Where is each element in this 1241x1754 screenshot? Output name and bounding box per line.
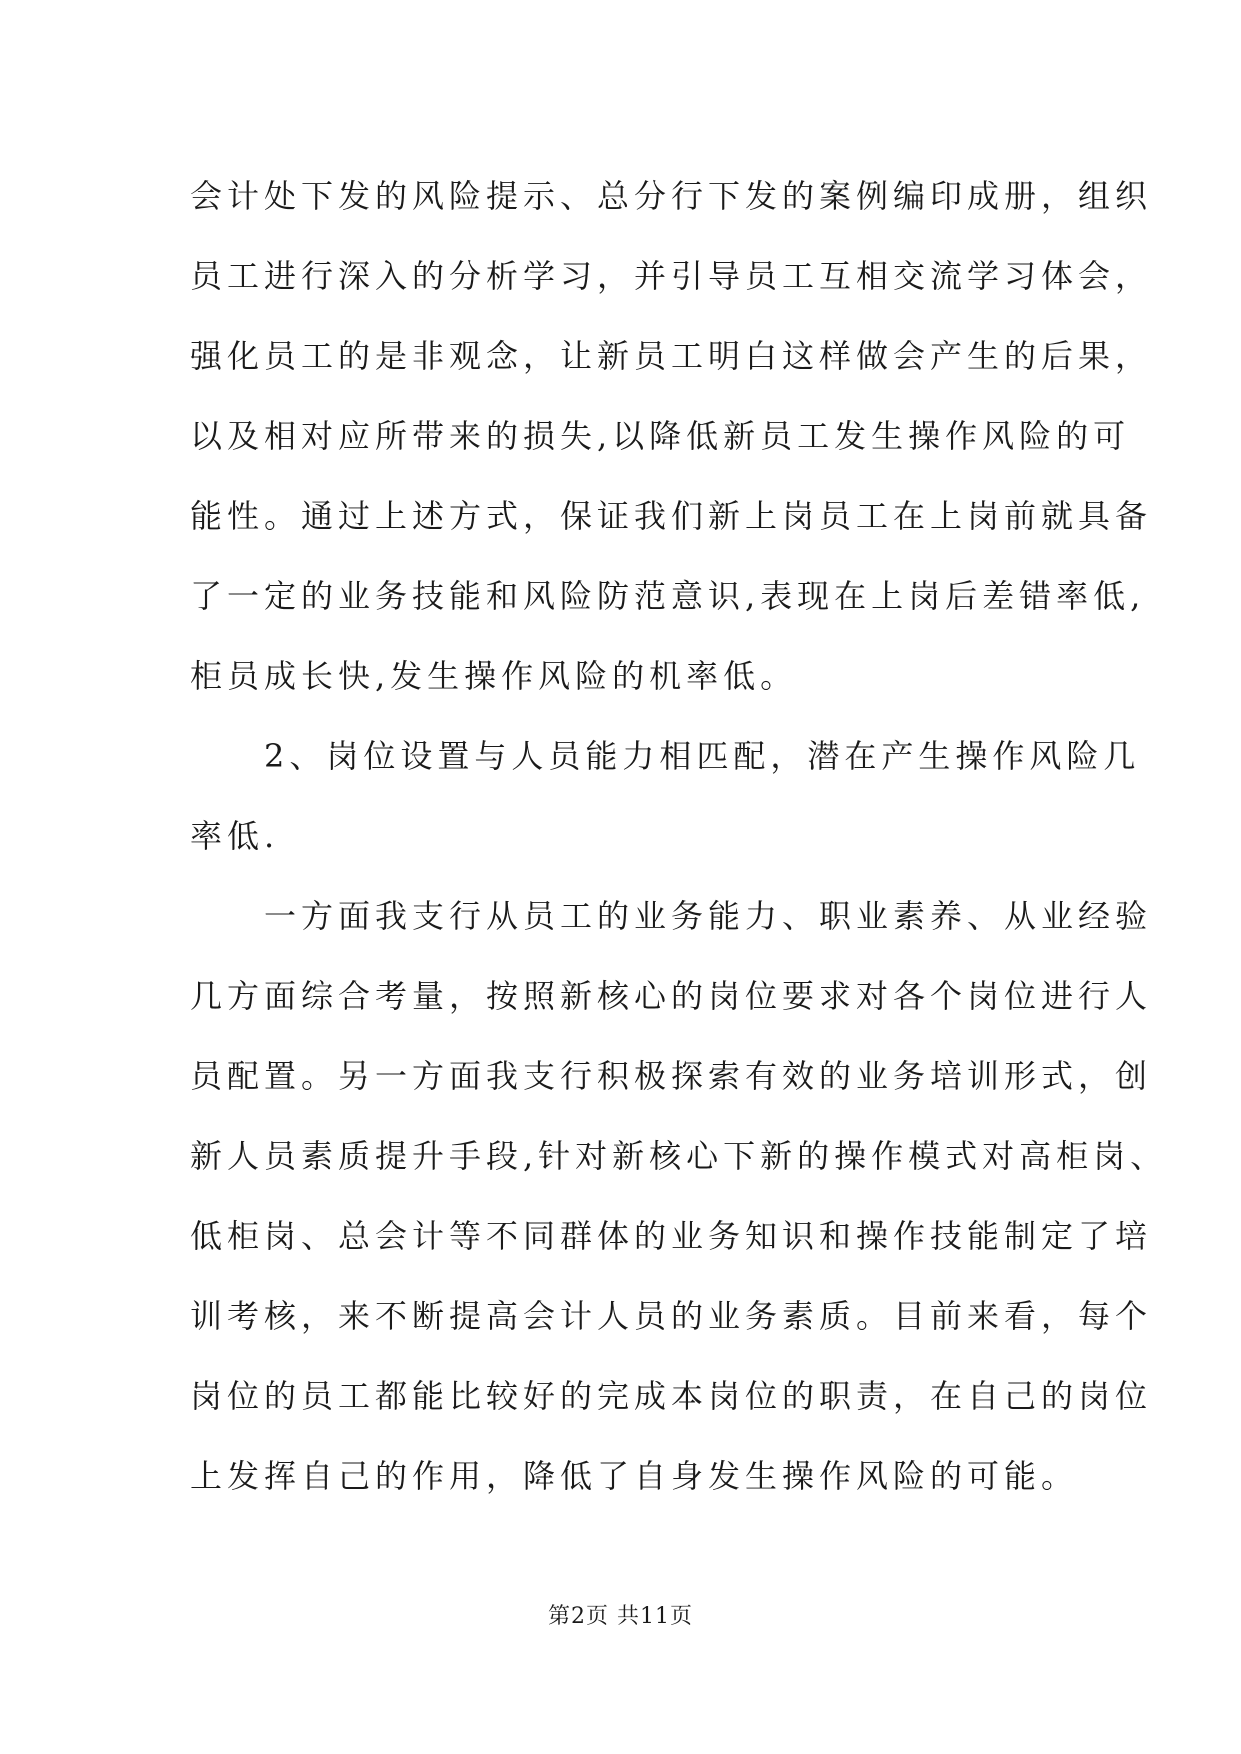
text-line: 一方面我支行从员工的业务能力、职业素养、从业经验 <box>190 897 1153 935</box>
text-line: 会计处下发的风险提示、总分行下发的案例编印成册，组织 <box>190 177 1153 215</box>
text-line: 新人员素质提升手段,针对新核心下新的操作模式对高柜岗、 <box>190 1137 1168 1175</box>
body-text <box>190 156 1168 1516</box>
page-number-footer: 第2页 共11页 <box>548 1604 693 1629</box>
text-line: 率低. <box>190 817 280 855</box>
text-line: 员工进行深入的分析学习，并引导员工互相交流学习体会， <box>190 257 1153 295</box>
text-line: 低柜岗、总会计等不同群体的业务知识和操作技能制定了培 <box>190 1217 1153 1255</box>
text-line: 几方面综合考量，按照新核心的岗位要求对各个岗位进行人 <box>190 977 1153 1015</box>
text-line: 训考核，来不断提高会计人员的业务素质。目前来看，每个 <box>190 1297 1153 1335</box>
text-line: 强化员工的是非观念，让新员工明白这样做会产生的后果， <box>190 337 1153 375</box>
text-line: 以及相对应所带来的损失,以降低新员工发生操作风险的可 <box>190 417 1131 455</box>
text-line: 能性。通过上述方式，保证我们新上岗员工在上岗前就具备 <box>190 497 1153 535</box>
text-line: 了一定的业务技能和风险防范意识,表现在上岗后差错率低, <box>190 577 1146 615</box>
text-line: 岗位的员工都能比较好的完成本岗位的职责，在自己的岗位 <box>190 1377 1153 1415</box>
text-line: 柜员成长快,发生操作风险的机率低。 <box>190 657 798 695</box>
text-line: 上发挥自己的作用，降低了自身发生操作风险的可能。 <box>190 1457 1079 1495</box>
text-line: 2、岗位设置与人员能力相匹配，潜在产生操作风险几 <box>190 737 1141 775</box>
text-line: 员配置。另一方面我支行积极探索有效的业务培训形式，创 <box>190 1057 1153 1095</box>
